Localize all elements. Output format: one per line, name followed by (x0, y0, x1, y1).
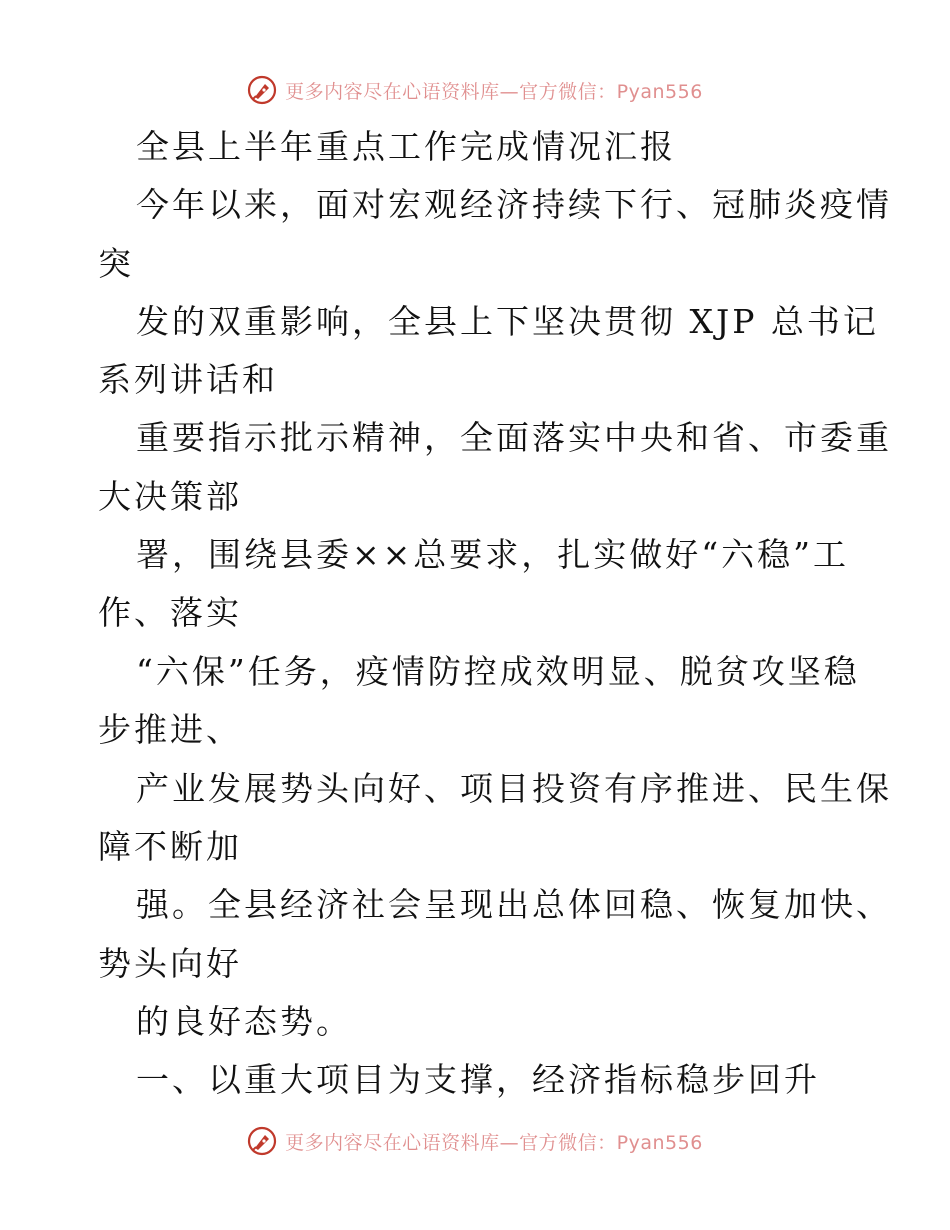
paragraph-line-wrap: 系列讲话和 (98, 360, 278, 399)
paragraph-line-wrap: 作、落实 (98, 593, 242, 632)
paragraph-line: 署，围绕县委××总要求，扎实做好“六稳”工 (136, 535, 850, 574)
paragraph-line: 产业发展势头向好、项目投资有序推进、民生保 (136, 769, 892, 808)
paragraph-line: 今年以来，面对宏观经济持续下行、冠肺炎疫情 (136, 185, 892, 224)
section-heading: 一、以重大项目为支撑，经济指标稳步回升 (136, 1060, 820, 1099)
paragraph-line-wrap: 步推进、 (98, 710, 242, 749)
paragraph-line: 重要指示批示精神，全面落实中央和省、市委重 (136, 418, 892, 457)
paragraph-line: 的良好态势。 (136, 1002, 352, 1041)
watermark-text: 更多内容尽在心语资料库—官方微信：Pyan556 (285, 80, 703, 103)
paragraph-line: 强。全县经济社会呈现出总体回稳、恢复加快、 (136, 885, 892, 924)
paragraph-line: 发的双重影响，全县上下坚决贯彻 XJP 总书记 (136, 302, 879, 341)
paragraph-line-wrap: 大决策部 (98, 477, 242, 516)
paragraph-line: “六保”任务，疫情防控成效明显、脱贫攻坚稳 (136, 652, 860, 691)
pen-nib-logo-icon (247, 1126, 277, 1156)
paragraph-line-wrap: 突 (98, 244, 134, 283)
paragraph-line-wrap: 障不断加 (98, 827, 242, 866)
document-title: 全县上半年重点工作完成情况汇报 (136, 127, 676, 166)
paragraph-line-wrap: 势头向好 (98, 944, 242, 983)
watermark-footer (0, 1121, 950, 1161)
watermark-text: 更多内容尽在心语资料库—官方微信：Pyan556 (285, 1131, 703, 1154)
